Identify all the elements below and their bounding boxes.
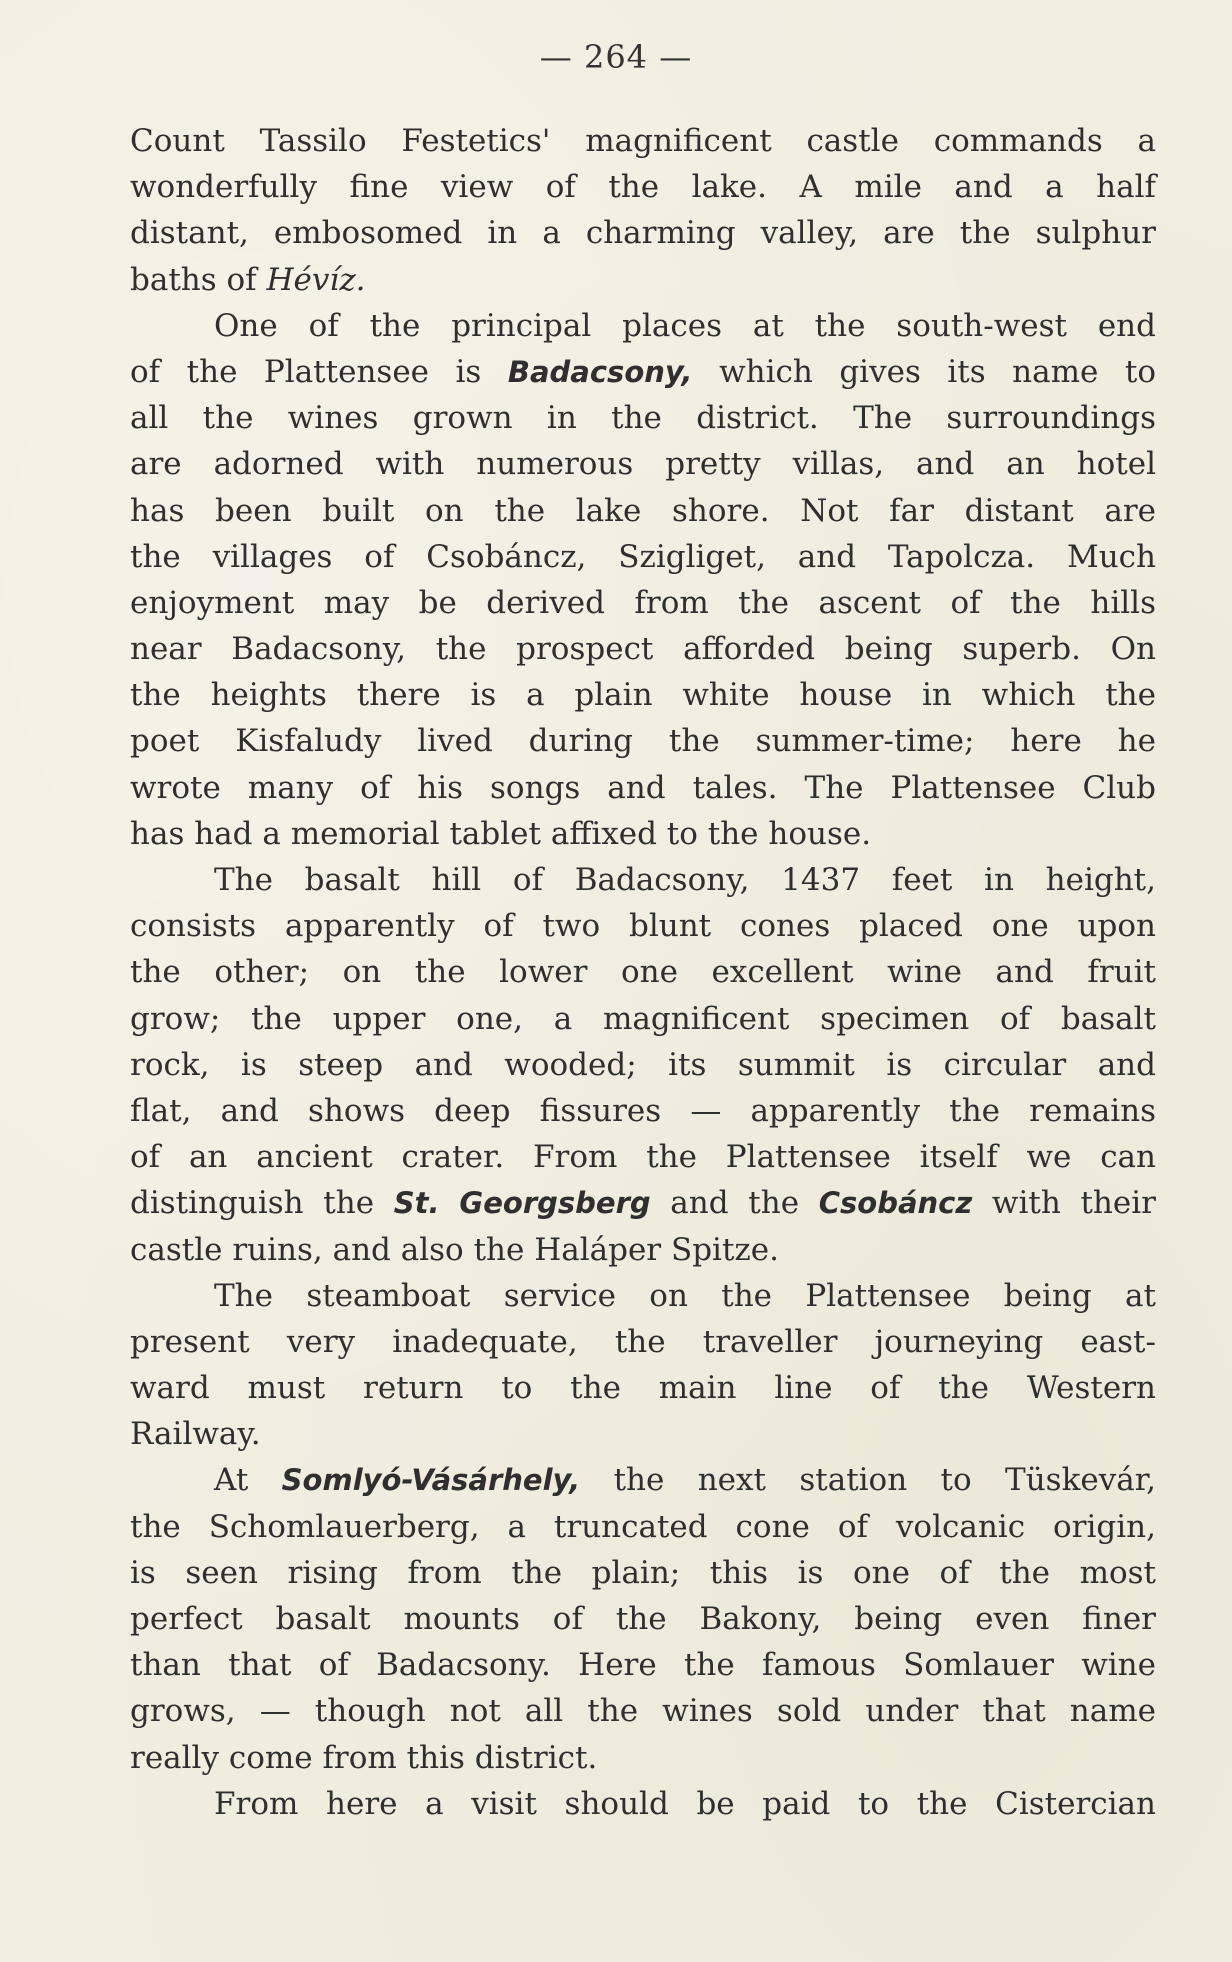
text-line: the Schomlauerberg, a truncated cone of volcanic origin, <box>130 1508 1156 1545</box>
place-name-badacsony: Badacsony, <box>507 354 693 389</box>
text-fragment: At <box>214 1462 282 1499</box>
text-line: is seen rising from the plain; this is one of the most <box>130 1554 1156 1591</box>
text-line: are adorned with numerous pretty villas, and an hotel <box>130 446 1156 483</box>
text-line: consists apparently of two blunt cones placed one upon <box>130 908 1156 945</box>
text-line: distant, embosomed in a charming valley, are the sulphur <box>130 215 1156 252</box>
text-line <box>130 257 1156 303</box>
text-line: wrote many of his songs and tales. The Plattensee Club <box>130 769 1156 806</box>
text-line: of an ancient crater. From the Plattensee itself we can <box>130 1139 1156 1176</box>
text-line <box>130 1457 1156 1503</box>
text-line: The steamboat service on the Plattensee being at <box>214 1277 1156 1314</box>
text-line: has been built on the lake shore. Not far distant are <box>130 492 1156 529</box>
text-line: than that of Badacsony. Here the famous Somlauer wine <box>130 1647 1156 1684</box>
text-line: grow; the upper one, a magnificent specimen of basalt <box>130 1000 1156 1037</box>
text-line: ward must return to the main line of the Western <box>130 1370 1156 1407</box>
text-fragment: of the Plattensee is <box>130 353 508 390</box>
place-name-csobancz: Csobáncz <box>818 1186 973 1221</box>
place-name-st-georgsberg: St. Georgsberg <box>393 1186 651 1221</box>
text-line: Count Tassilo Festetics' magnificent castle commands a <box>130 123 1156 159</box>
text-line <box>130 1180 1156 1226</box>
text-fragment: and the <box>650 1185 819 1222</box>
text-line: The basalt hill of Badacsony, 1437 feet in height, <box>214 862 1156 898</box>
text-line: rock, is steep and wooded; its summit is circular and <box>130 1046 1156 1083</box>
text-line: flat, and shows deep fissures — apparently the remains <box>130 1092 1156 1129</box>
text-line: One of the principal places at the south-west end <box>214 307 1156 344</box>
text-line: present very inadequate, the traveller journeying east- <box>130 1323 1156 1360</box>
text-fragment: distinguish the <box>130 1185 394 1222</box>
text-line: really come from this district. <box>130 1739 598 1776</box>
place-name-heviz: Hévíz. <box>266 261 366 298</box>
text-line: the other; on the lower one excellent wine and fruit <box>130 954 1156 991</box>
body-text <box>130 118 1156 1827</box>
text-line: From here a visit should be paid to the Cistercian <box>214 1785 1156 1822</box>
text-line: grows, — though not all the wines sold under that name <box>130 1693 1156 1730</box>
text-line: wonderfully fine view of the lake. A mile and a half <box>130 169 1156 206</box>
text-line: Railway. <box>130 1416 261 1453</box>
text-line <box>130 349 1156 395</box>
page-number: — 264 — <box>539 38 693 76</box>
text-line: castle ruins, and also the Haláper Spitze. <box>130 1231 779 1268</box>
text-line: poet Kisfaludy lived during the summer-time; here he <box>130 723 1156 760</box>
text-line: the heights there is a plain white house in which the <box>130 677 1156 714</box>
text-line: near Badacsony, the prospect afforded being superb. On <box>130 631 1156 668</box>
text-fragment: with their <box>972 1185 1156 1222</box>
text-fragment: baths of <box>130 261 267 298</box>
text-fragment: which gives its name to <box>692 353 1156 390</box>
text-line: all the wines grown in the district. The surroundings <box>130 400 1156 437</box>
text-line: has had a memorial tablet affixed to the house. <box>130 815 872 852</box>
text-line: perfect basalt mounts of the Bakony, being even finer <box>130 1601 1156 1637</box>
text-line: enjoyment may be derived from the ascent of the hills <box>130 584 1156 621</box>
text-line: the villages of Csobáncz, Szigliget, and Tapolcza. Much <box>130 538 1156 575</box>
text-fragment: the next station to Tüskevár, <box>580 1462 1156 1499</box>
place-name-somlyo-vasarhely: Somlyó-Vásárhely, <box>281 1463 581 1498</box>
